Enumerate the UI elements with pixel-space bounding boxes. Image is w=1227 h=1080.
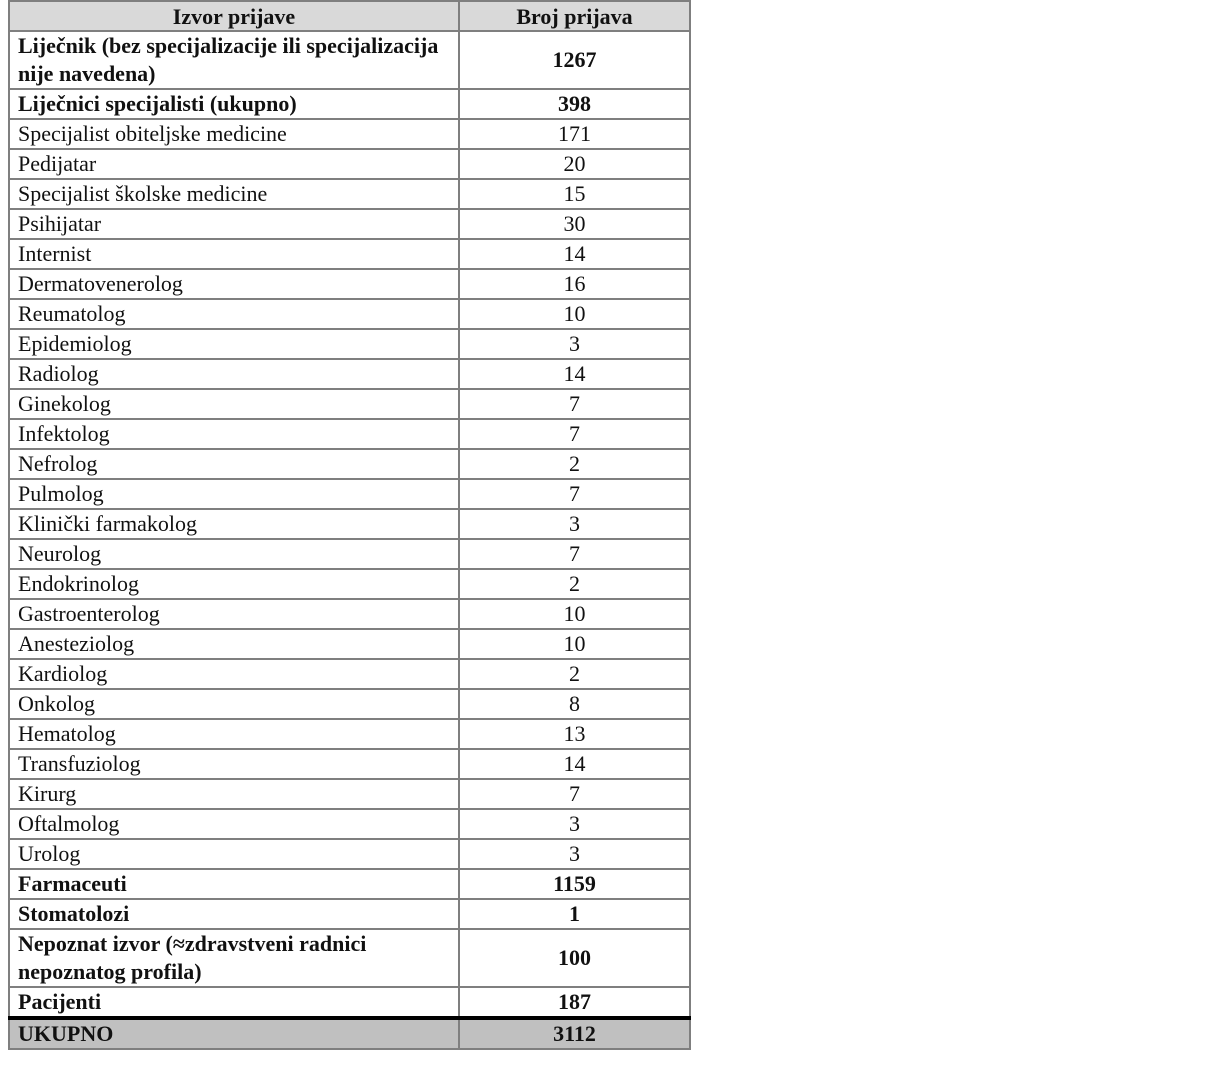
row-source-label: Pulmolog [9,479,459,509]
row-source-label: Farmaceuti [9,869,459,899]
row-count-value: 1 [459,899,690,929]
row-source-label: Ginekolog [9,389,459,419]
table-row [9,89,690,119]
table-body [9,31,690,1018]
table-row [9,479,690,509]
row-count-value: 2 [459,659,690,689]
row-count-value: 3 [459,839,690,869]
table-row [9,599,690,629]
table-row [9,149,690,179]
row-count-value: 100 [459,929,690,987]
row-count-value: 16 [459,269,690,299]
row-source-label: Gastroenterolog [9,599,459,629]
table-header-row [9,1,690,31]
table-row [9,329,690,359]
table-row [9,359,690,389]
row-source-label: Nepoznat izvor (≈zdravstveni radnici nepoznatog profila) [9,929,459,987]
table-row [9,779,690,809]
row-source-label: Liječnik (bez specijalizacije ili specijalizacija nije navedena) [9,31,459,89]
header-count: Broj prijava [459,1,690,31]
row-count-value: 3 [459,809,690,839]
row-count-value: 1159 [459,869,690,899]
row-source-label: Pacijenti [9,987,459,1018]
row-count-value: 14 [459,239,690,269]
table-row [9,839,690,869]
row-source-label: Kirurg [9,779,459,809]
row-count-value: 7 [459,539,690,569]
row-source-label: Neurolog [9,539,459,569]
row-source-label: Epidemiolog [9,329,459,359]
row-source-label: Dermatovenerolog [9,269,459,299]
table-row [9,629,690,659]
table-row [9,179,690,209]
row-source-label: Kardiolog [9,659,459,689]
row-count-value: 2 [459,449,690,479]
table-row [9,31,690,89]
table-row [9,899,690,929]
row-source-label: Stomatolozi [9,899,459,929]
table-row [9,569,690,599]
table-row [9,389,690,419]
row-source-label: Oftalmolog [9,809,459,839]
table-row [9,749,690,779]
row-count-value: 8 [459,689,690,719]
row-count-value: 10 [459,299,690,329]
row-count-value: 20 [459,149,690,179]
row-source-label: Infektolog [9,419,459,449]
row-count-value: 3 [459,329,690,359]
row-source-label: Psihijatar [9,209,459,239]
row-source-label: Anesteziolog [9,629,459,659]
table-row [9,987,690,1018]
table-row [9,239,690,269]
table-row [9,929,690,987]
table-row [9,209,690,239]
row-count-value: 30 [459,209,690,239]
row-count-value: 14 [459,359,690,389]
row-count-value: 398 [459,89,690,119]
row-count-value: 7 [459,779,690,809]
row-count-value: 7 [459,479,690,509]
row-count-value: 1267 [459,31,690,89]
row-source-label: Klinički farmakolog [9,509,459,539]
row-count-value: 7 [459,419,690,449]
reports-by-source-table [8,0,691,1050]
table-row [9,419,690,449]
row-count-value: 14 [459,749,690,779]
table-row [9,119,690,149]
row-source-label: Radiolog [9,359,459,389]
row-source-label: Onkolog [9,689,459,719]
table-row [9,449,690,479]
row-source-label: Hematolog [9,719,459,749]
total-row [9,1018,690,1049]
table-row [9,269,690,299]
table-row [9,659,690,689]
row-count-value: 10 [459,629,690,659]
row-source-label: Specijalist školske medicine [9,179,459,209]
row-count-value: 3 [459,509,690,539]
table-row [9,689,690,719]
row-count-value: 15 [459,179,690,209]
row-source-label: Liječnici specijalisti (ukupno) [9,89,459,119]
row-count-value: 10 [459,599,690,629]
row-count-value: 13 [459,719,690,749]
table-row [9,539,690,569]
row-source-label: Nefrolog [9,449,459,479]
row-source-label: Internist [9,239,459,269]
table-row [9,509,690,539]
table-row [9,299,690,329]
row-source-label: Pedijatar [9,149,459,179]
total-value: 3112 [459,1018,690,1049]
row-count-value: 7 [459,389,690,419]
header-source: Izvor prijave [9,1,459,31]
row-count-value: 2 [459,569,690,599]
table-row [9,809,690,839]
row-count-value: 171 [459,119,690,149]
row-source-label: Specijalist obiteljske medicine [9,119,459,149]
table-row [9,869,690,899]
row-count-value: 187 [459,987,690,1018]
row-source-label: Urolog [9,839,459,869]
total-label: UKUPNO [9,1018,459,1049]
table-row [9,719,690,749]
row-source-label: Reumatolog [9,299,459,329]
row-source-label: Transfuziolog [9,749,459,779]
row-source-label: Endokrinolog [9,569,459,599]
